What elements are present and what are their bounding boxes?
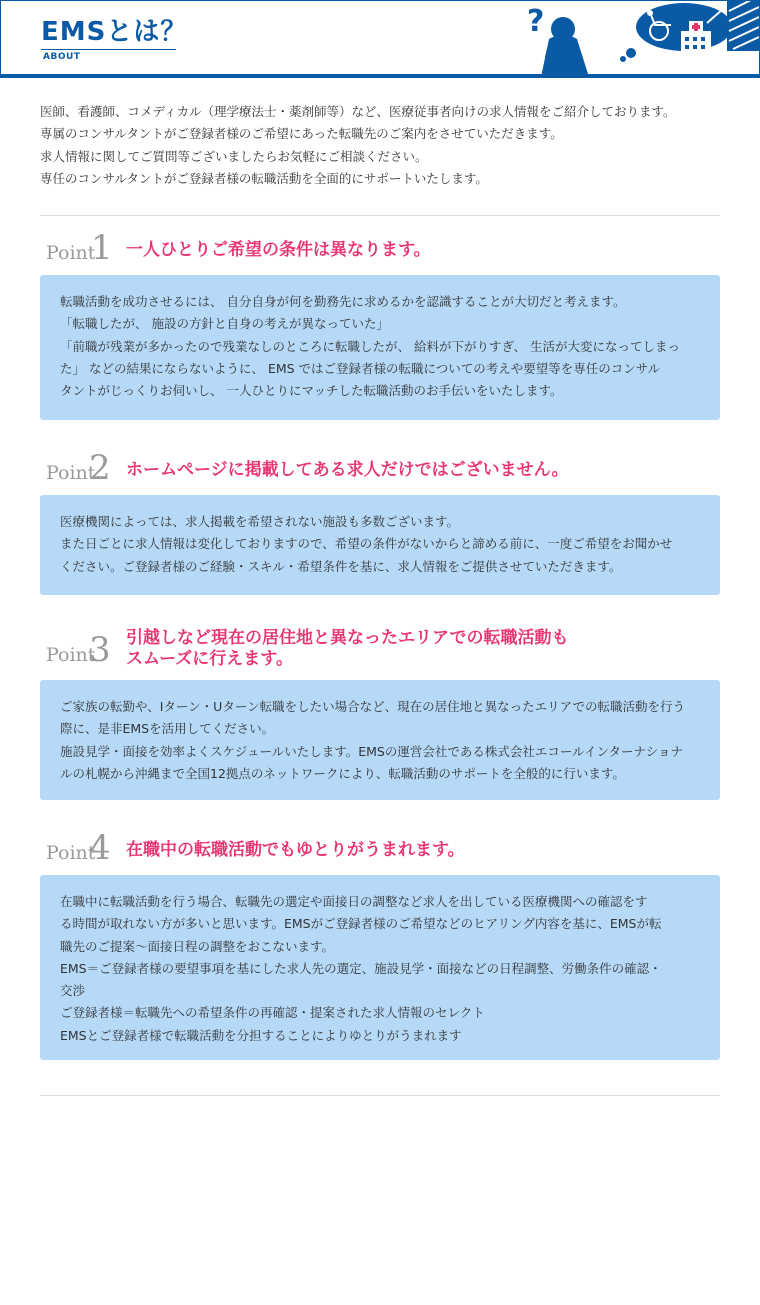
point-title: 在職中の転職活動でもゆとりがうまれます。 — [126, 840, 465, 860]
header-illustration — [519, 1, 759, 77]
point-title: ホームページに掲載してある求人だけではございません。 — [126, 460, 569, 480]
point-title: 引越しなど現在の居住地と異なったエリアでの転職活動も — [126, 628, 569, 648]
point-body-line: また日ごとに求人情報は変化しておりますので、希望の条件がないからと諦める前に、一度ご希望をお聞かせ — [60, 536, 673, 552]
point-label: Point — [46, 462, 96, 484]
point-body-line: ご家族の転勤や、Iターン・Uターン転職をしたい場合など、現在の居住地と異なったエリアでの転職活動を行う — [60, 699, 685, 714]
point-label: Point — [46, 644, 96, 666]
point-number: 3 — [89, 630, 111, 670]
point-number: 4 — [89, 828, 111, 868]
title-underline — [41, 49, 176, 50]
intro-text — [40, 101, 730, 190]
person-thinking-icon — [541, 17, 589, 77]
page-subtitle: ABOUT — [43, 52, 81, 62]
point-title-line2: スムーズに行えます。 — [126, 649, 293, 669]
point-body-box — [40, 875, 720, 1060]
point-body-line: 交渉 — [60, 983, 86, 999]
intro-line: 専任のコンサルタントがご登録者様の転職活動を全面的にサポートいたします。 — [40, 170, 488, 186]
header-bottom-bar — [0, 74, 760, 78]
pattern-box-icon — [727, 1, 759, 51]
point-label: Point — [46, 242, 96, 264]
divider — [40, 1095, 720, 1096]
point-body-line: 職先のご提案～面接日程の調整をおこないます。 — [60, 938, 335, 954]
point-title: 一人ひとりご希望の条件は異なります。 — [126, 240, 431, 260]
point-body-box — [40, 275, 720, 420]
point-number: 2 — [89, 448, 111, 488]
point-number: 1 — [91, 228, 113, 268]
point-body-line: た」 などの結果にならないように、 EMS ではご登録者様の転職についての考えや要望等を専任のコンサル — [60, 360, 661, 376]
point-body-line: 転職活動を成功させるには、 自分自身が何を勤務先に求めるかを認識することが大切だと考えます。 — [60, 294, 626, 309]
intro-line: 医師、看護師、コメディカル（理学療法士・薬剤師等）など、医療従事者向けの求人情報をご紹介しております。 — [40, 104, 676, 119]
point-body-line: EMSとご登録者様で転職活動を分担することによりゆとりがうまれます — [60, 1027, 462, 1043]
point-body-line: ください。ご登録者様のご経験・スキル・希望条件を基に、求人情報をご提供させていただきます。 — [60, 558, 622, 574]
point-body-line: 施設見学・面接を効率よくスケジュールいたします。EMSの運営会社である株式会社エコールインターナショナ — [60, 743, 683, 759]
point-body-line: ご登録者様＝転職先への希望条件の再確認・提案された求人情報のセレクト — [60, 1005, 485, 1021]
point-body-line: 際に、是非EMSを活用してください。 — [60, 721, 275, 737]
point-body-line: る時間が取れない方が多いと思います。EMSがご登録者様のご希望などのヒアリング内容を基に、EMSが転 — [60, 916, 662, 932]
question-mark-icon: ? — [527, 4, 545, 39]
intro-line: 求人情報に関してご質問等ございましたらお気軽にご相談ください。 — [40, 148, 428, 164]
thought-bubble-icon — [620, 3, 732, 62]
point-body-box — [40, 680, 720, 800]
point-body-line: タントがじっくりお伺いし、 一人ひとりにマッチした転職活動のお手伝いをいたします。 — [60, 383, 563, 399]
point-body-line: 医療機関によっては、求人掲載を希望されない施設も多数ございます。 — [60, 514, 460, 529]
point-body-line: 在職中に転職活動を行う場合、転職先の選定や面接日の調整など求人を出している医療機関への確認をす — [60, 894, 648, 909]
intro-line: 専属のコンサルタントがご登録者様のご希望にあった転職先のご案内をさせていただきます。 — [40, 126, 563, 142]
point-label: Point — [46, 842, 96, 864]
point-body-line: 「転職したが、 施設の方針と自身の考えが異なっていた」 — [60, 316, 389, 332]
page-header — [0, 0, 760, 77]
point-body-line: EMS＝ご登録者様の要望事項を基にした求人先の選定、施設見学・面接などの日程調整、労働条件の確認・ — [60, 960, 662, 976]
divider — [40, 215, 720, 216]
page-title: EMSとは？ — [41, 17, 188, 47]
point-body-line: 「前職が残業が多かったので残業なしのところに転職したが、 給料が下がりすぎ、 生活が大変になってしまっ — [60, 338, 680, 354]
point-body-line: ルの札幌から沖縄まで全国12拠点のネットワークにより、転職活動のサポートを全般的に行います。 — [60, 765, 625, 781]
point-body-box — [40, 495, 720, 595]
